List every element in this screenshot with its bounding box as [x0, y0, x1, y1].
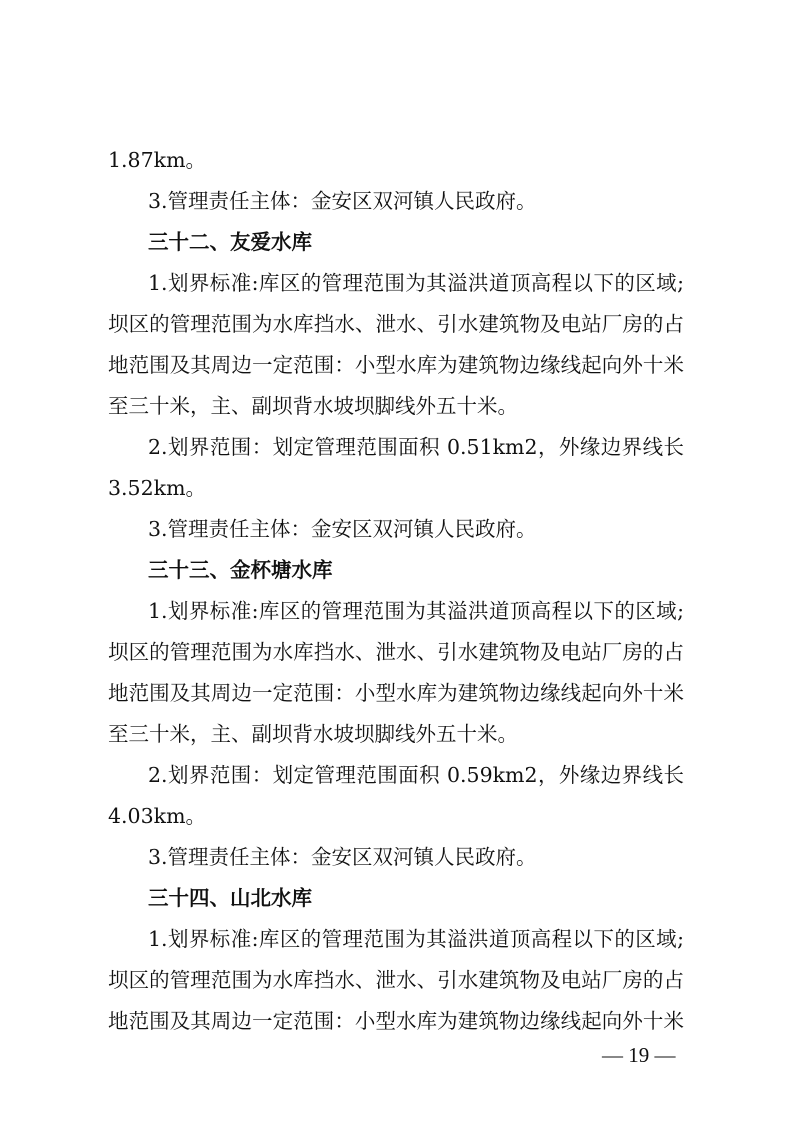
text-line: 3.管理责任主体：金安区双河镇人民政府。: [148, 189, 537, 213]
page-number: — 19 —: [602, 1043, 676, 1067]
text-line: 1.划界标准:库区的管理范围为其溢洪道顶高程以下的区域;: [148, 927, 684, 951]
text-line: 4.03km。: [108, 804, 207, 828]
text-line: 坝区的管理范围为水库挡水、泄水、引水建筑物及电站厂房的占: [108, 968, 684, 992]
text-line: 坝区的管理范围为水库挡水、泄水、引水建筑物及电站厂房的占: [108, 312, 684, 336]
section-heading: 三十四、山北水库: [148, 886, 312, 910]
text-line: 1.划界标准:库区的管理范围为其溢洪道顶高程以下的区域;: [148, 599, 684, 623]
text-line: 坝区的管理范围为水库挡水、泄水、引水建筑物及电站厂房的占: [108, 640, 684, 664]
text-line: 地范围及其周边一定范围：小型水库为建筑物边缘线起向外十米: [108, 353, 684, 377]
text-line: 地范围及其周边一定范围：小型水库为建筑物边缘线起向外十米: [108, 1009, 684, 1033]
text-line: 3.52km。: [108, 476, 207, 500]
text-line: 至三十米，主、副坝背水坡坝脚线外五十米。: [108, 394, 518, 418]
text-line: 3.管理责任主体：金安区双河镇人民政府。: [148, 845, 537, 869]
text-line: 2.划界范围：划定管理范围面积 0.51km2，外缘边界线长: [148, 435, 684, 459]
text-line: 1.划界标准:库区的管理范围为其溢洪道顶高程以下的区域;: [148, 271, 684, 295]
section-heading: 三十二、友爱水库: [148, 230, 312, 254]
text-line: 3.管理责任主体：金安区双河镇人民政府。: [148, 517, 537, 541]
text-line: 2.划界范围：划定管理范围面积 0.59km2，外缘边界线长: [148, 763, 684, 787]
section-heading: 三十三、金杯塘水库: [148, 558, 333, 582]
text-line: 至三十米，主、副坝背水坡坝脚线外五十米。: [108, 722, 518, 746]
text-line: 1.87km。: [108, 148, 207, 172]
text-line: 地范围及其周边一定范围：小型水库为建筑物边缘线起向外十米: [108, 681, 684, 705]
